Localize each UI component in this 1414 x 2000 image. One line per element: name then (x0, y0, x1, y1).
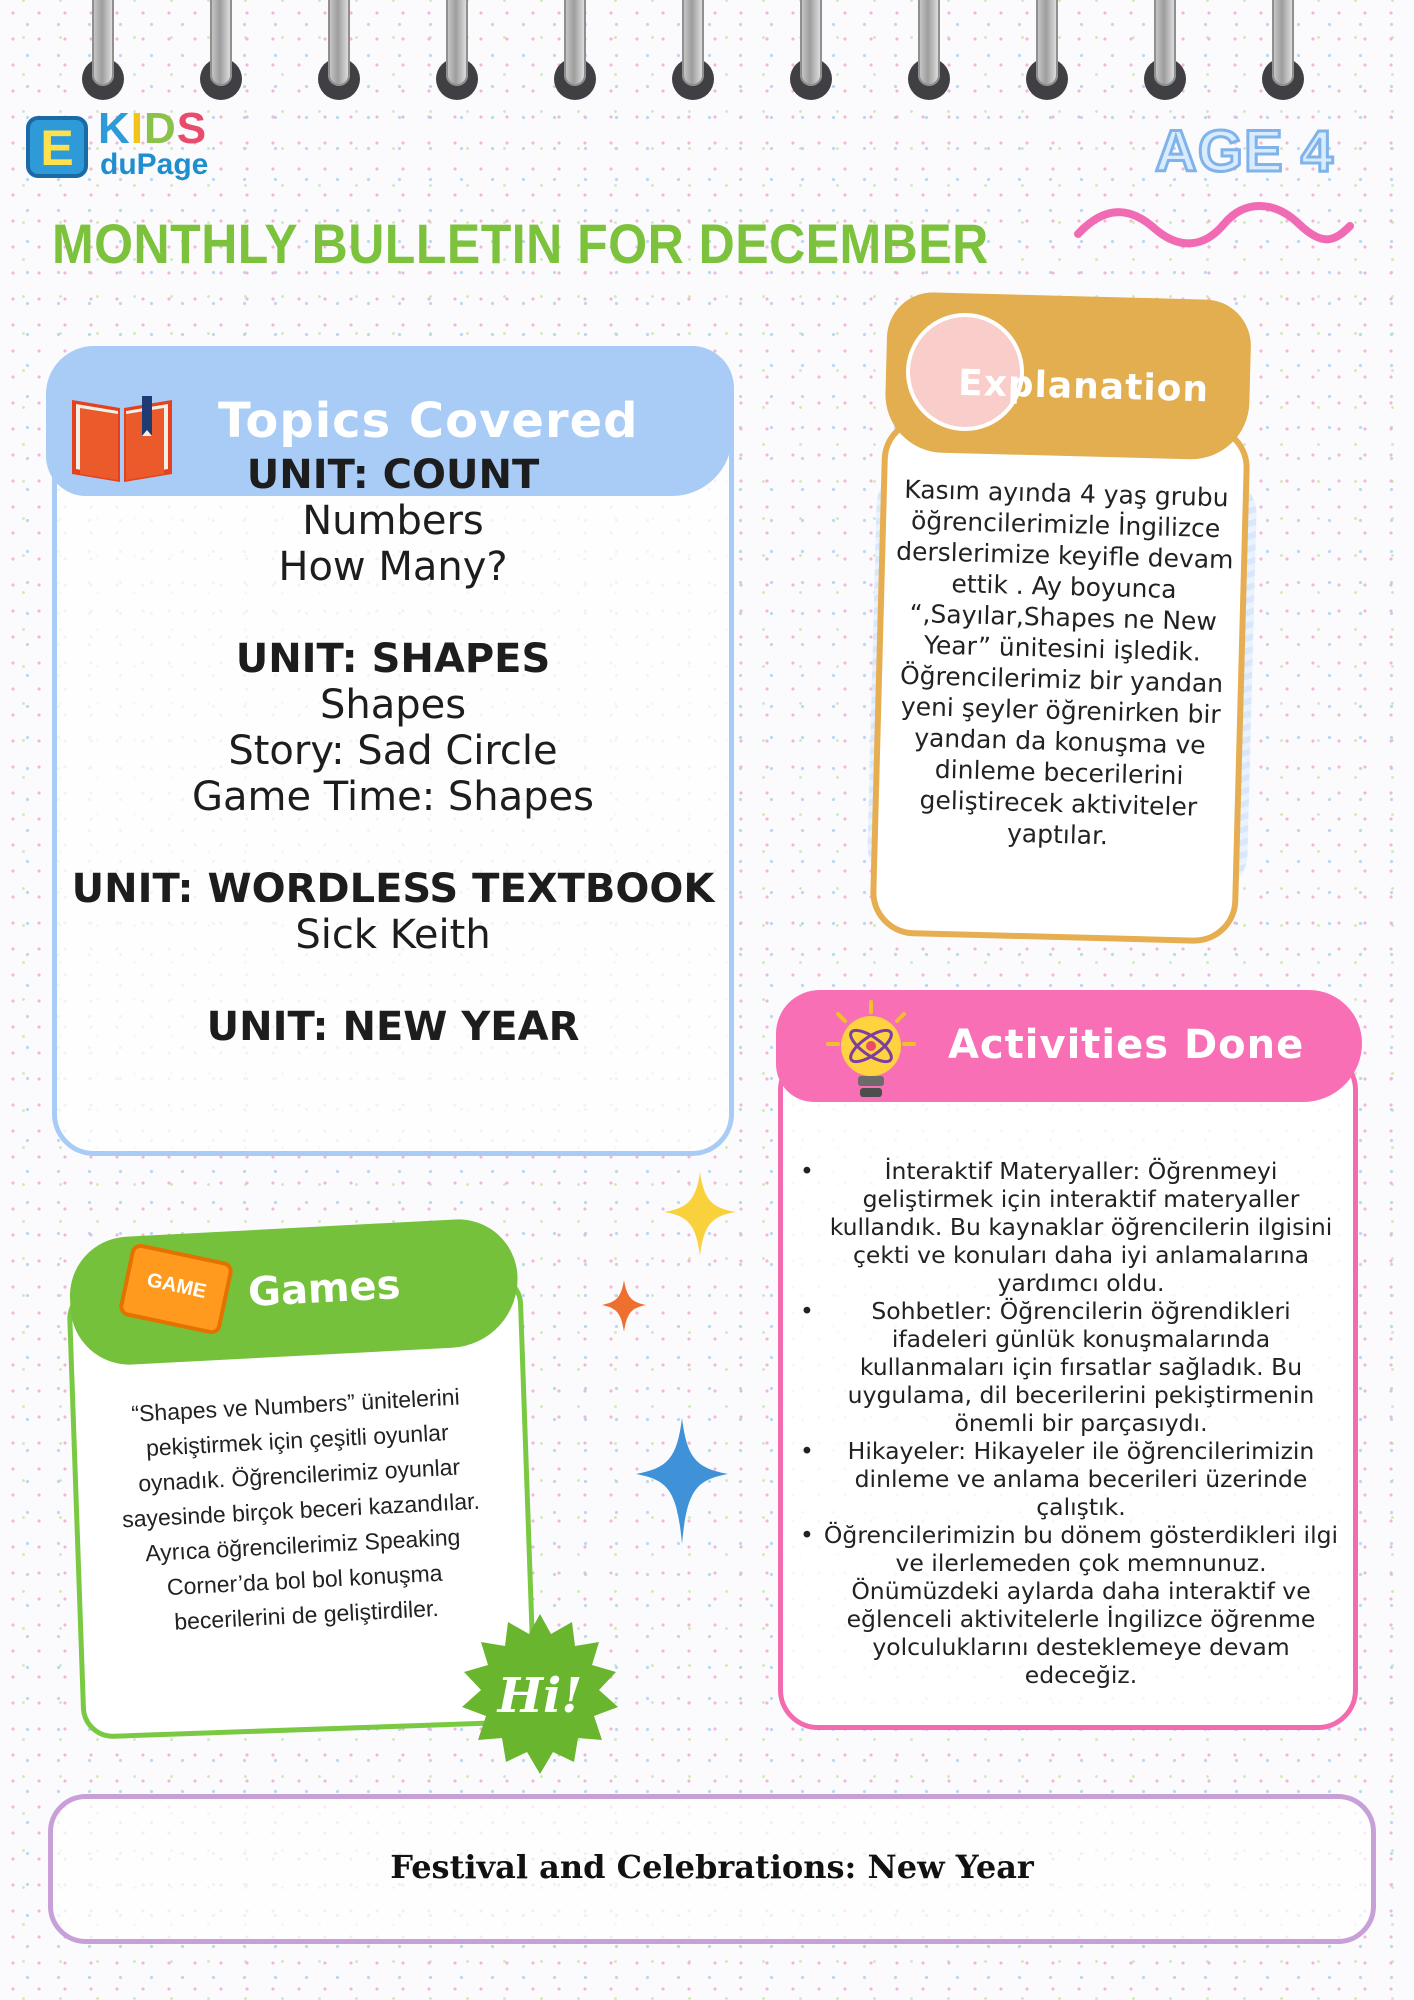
unit-heading: UNIT: COUNT (246, 452, 540, 498)
spiral-ring (1258, 0, 1308, 100)
spiral-ring (314, 0, 364, 100)
logo-kids-text: KIDS (98, 104, 208, 153)
spiral-ring (668, 0, 718, 100)
spiral-ring (786, 0, 836, 100)
topic-item: Shapes (319, 682, 467, 728)
age-label: AGE 4 (1155, 119, 1335, 184)
squiggle-decoration (1074, 196, 1354, 256)
topic-item: Story: Sad Circle (228, 728, 558, 774)
festival-text: Festival and Celebrations: New Year (390, 1848, 1034, 1886)
spiral-ring (904, 0, 954, 100)
topic-item: Game Time: Shapes (192, 774, 594, 820)
explanation-title: Explanation (957, 362, 1210, 411)
topic-item: Numbers (302, 498, 484, 544)
list-item: • Sohbetler: Öğrencilerin öğrendikleri ifadeleri günlük konuşmalarında kullanmaları için fırsatlar sağladık. Bu uygulama, dil becerilerini pekiştirmenin önemli bir parçasıydı. (800, 1297, 1340, 1437)
spiral-ring (78, 0, 128, 100)
spiral-ring (432, 0, 482, 100)
game-badge-icon: GAME (117, 1242, 234, 1336)
unit-heading: UNIT: SHAPES (235, 636, 551, 682)
list-item: • Öğrencilerimizin bu dönem gösterdikleri ilgi ve ilerlemeden çok memnunuz. Önümüzdeki aylarda daha interaktif ve eğlenceli aktivitelerle İngilizce öğrenme yolculuklarını desteklemeye devam edeceğiz. (800, 1521, 1340, 1689)
games-title: Games (246, 1262, 402, 1316)
activities-title: Activities Done (948, 1022, 1305, 1068)
page-title: MONTHLY BULLETIN FOR DECEMBER (52, 212, 989, 276)
games-text: “Shapes ve Numbers” ünitelerini pekiştirmek için çeşitli oyunlar oynadık. Öğrencilerimiz oyunlar sayesinde birçok beceri kazandılar. Ayrıca öğrencilerimiz Speaking Corner’da bol bol konuşma becerilerini de geliştirdiler. (121, 1383, 481, 1635)
lightbulb-icon (826, 1000, 916, 1110)
sparkles-decoration (590, 1160, 750, 1580)
logo-e-mark: E (26, 116, 88, 178)
topics-list (52, 452, 734, 1050)
list-item: • Hikayeler: Hikayeler ile öğrencilerimizin dinleme ve anlama becerileri üzerinde çalıştık. (800, 1437, 1340, 1521)
spiral-ring (1140, 0, 1190, 100)
spiral-ring (550, 0, 600, 100)
spiral-ring (1022, 0, 1072, 100)
explanation-text: Kasım ayında 4 yaş grubu öğrencilerimizle İngilizce derslerimize keyifle devam ettik . Ay boyunca “,Sayılar,Shapes ne New Year” ünitesini işledik. Öğrencilerimiz bir yandan yeni şeyler öğrenirken bir yandan da konuşma ve dinleme becerilerini geliştirecek aktiviteler yaptılar. (895, 474, 1234, 851)
hi-sticker (456, 1610, 624, 1778)
list-item: • İnteraktif Materyaller: Öğrenmeyi geliştirmek için interaktif materyaller kullandık. Bu kaynaklar öğrencilerin ilgisini çekti ve konuları daha iyi anlamalarına yardımcı oldu. (800, 1157, 1340, 1297)
topics-title: Topics Covered (218, 393, 639, 449)
logo-dupage-text: duPage (100, 148, 209, 181)
spiral-ring (196, 0, 246, 100)
activities-list (800, 1157, 1340, 1689)
hi-sticker-text: Hi! (497, 1668, 583, 1724)
topic-item: Sick Keith (295, 912, 491, 958)
unit-heading: UNIT: WORDLESS TEXTBOOK (71, 866, 715, 912)
unit-heading: UNIT: NEW YEAR (206, 1004, 580, 1050)
topic-item: How Many? (278, 544, 508, 590)
